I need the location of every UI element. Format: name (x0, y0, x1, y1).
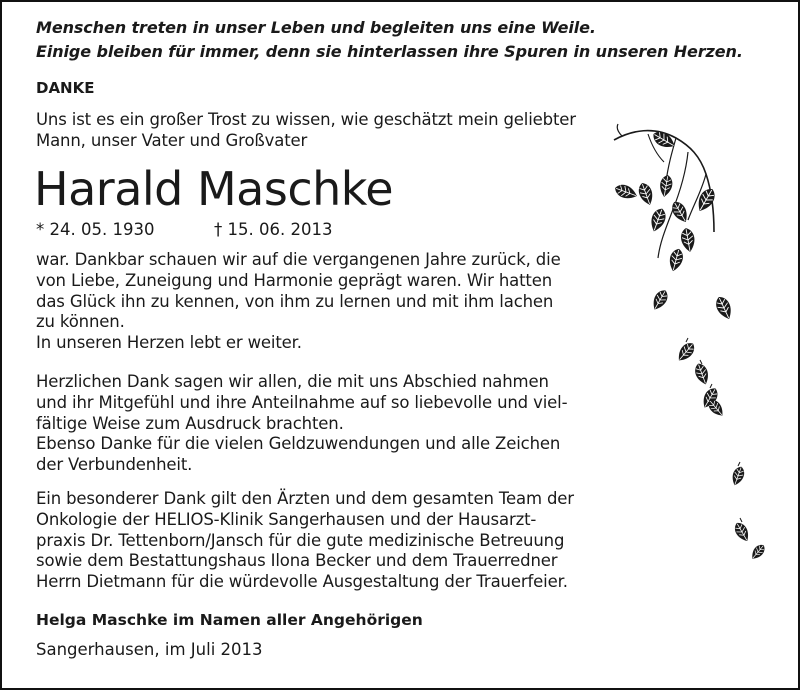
place-date: Sangerhausen, im Juli 2013 (36, 640, 263, 659)
paragraph-line: Onkologie der HELIOS-Klinik Sangerhausen und der Hausarzt- (36, 509, 537, 529)
intro-line: Uns ist es ein großer Trost zu wissen, wie geschätzt mein geliebter (36, 110, 576, 129)
motto (36, 16, 743, 64)
paragraph-line: Herzlichen Dank sagen wir allen, die mit uns Abschied nahmen (36, 372, 549, 391)
paragraph-line: Herrn Dietmann für die würdevolle Ausgestaltung der Trauerfeier. (36, 572, 568, 592)
paragraph-line: In unseren Herzen lebt er weiter. (36, 333, 302, 353)
motto-line: Menschen treten in unser Leben und begleiten uns eine Weile. (36, 18, 596, 37)
paragraph-line: fältige Weise zum Ausdruck brachten. (36, 413, 344, 433)
paragraph-line: und ihr Mitgefühl und ihre Anteilnahme auf so liebevolle und viel- (36, 392, 568, 412)
intro-line: Mann, unser Vater und Großvater (36, 130, 308, 150)
paragraph-line: Ein besonderer Dank gilt den Ärzten und dem gesamten Team der (36, 489, 574, 508)
death-date: † 15. 06. 2013 (214, 220, 333, 239)
paragraph-line: praxis Dr. Tettenborn/Jansch für die gute medizinische Betreuung (36, 530, 565, 550)
paragraph-gratitude (36, 250, 561, 354)
paragraph-line: Ebenso Danke für die vielen Geldzuwendungen und alle Zeichen (36, 434, 561, 454)
paragraph-special-thanks (36, 489, 574, 593)
intro-text (36, 110, 576, 152)
paragraph-line: von Liebe, Zuneigung und Harmonie geprägt waren. Wir hatten (36, 270, 553, 290)
paragraph-line: sowie dem Bestattungshaus Ilona Becker und dem Trauerredner (36, 551, 558, 571)
paragraph-line: zu können. (36, 312, 125, 332)
paragraph-line: war. Dankbar schauen wir auf die vergangenen Jahre zurück, die (36, 250, 561, 269)
life-dates (36, 220, 333, 240)
paragraph-line: das Glück ihn zu kennen, von ihm zu lernen und mit ihm lachen (36, 291, 554, 311)
paragraph-line: der Verbundenheit. (36, 455, 193, 475)
signature: Helga Maschke im Namen aller Angehörigen (36, 611, 423, 629)
deceased-name: Harald Maschke (34, 162, 394, 216)
paragraph-thanks (36, 372, 567, 476)
birth-date: * 24. 05. 1930 (36, 220, 155, 239)
heading-danke: DANKE (36, 79, 95, 97)
motto-line: Einige bleiben für immer, denn sie hinterlassen ihre Spuren in unseren Herzen. (36, 42, 743, 61)
falling-leaves-icon (602, 112, 792, 592)
